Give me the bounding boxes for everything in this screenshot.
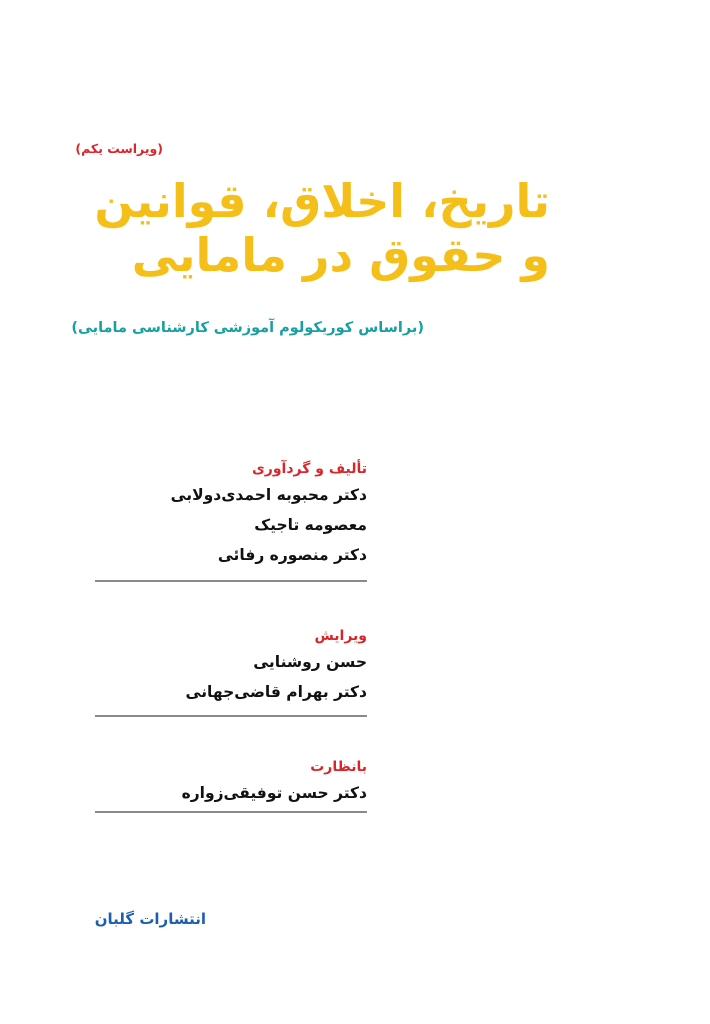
author-name: معصومه تاجیک [254,516,367,534]
editor-name: دکتر بهرام قاضی‌جهانی [185,683,367,701]
book-title-line-1: تاریخ، اخلاق، قوانین [94,174,550,228]
book-title [90,174,550,282]
section-divider [95,715,367,717]
editors-label: ویرایش [314,628,367,644]
section-divider [95,811,367,813]
authors-label: تألیف و گردآوری [251,461,367,477]
supervision-label: بانظارت [310,759,367,775]
editor-name: حسن روشنایی [253,653,367,671]
author-name: دکتر محبوبه احمدی‌دولابی [170,486,367,504]
section-divider [95,580,367,582]
authors-section [90,458,367,570]
book-title-line-2: و حقوق در مامایی [131,228,550,282]
supervisor-name: دکتر حسن توفیقی‌زواره [181,784,367,802]
publisher-name: انتشارات گلبان [94,910,206,928]
edition-label: (ویراست یکم) [75,141,163,156]
book-subtitle: (براساس کوریکولوم آموزشی کارشناسی مامایی) [71,320,424,336]
editors-section [90,625,367,707]
author-name: دکتر منصوره رفائی [217,546,367,564]
supervision-section [90,756,367,808]
